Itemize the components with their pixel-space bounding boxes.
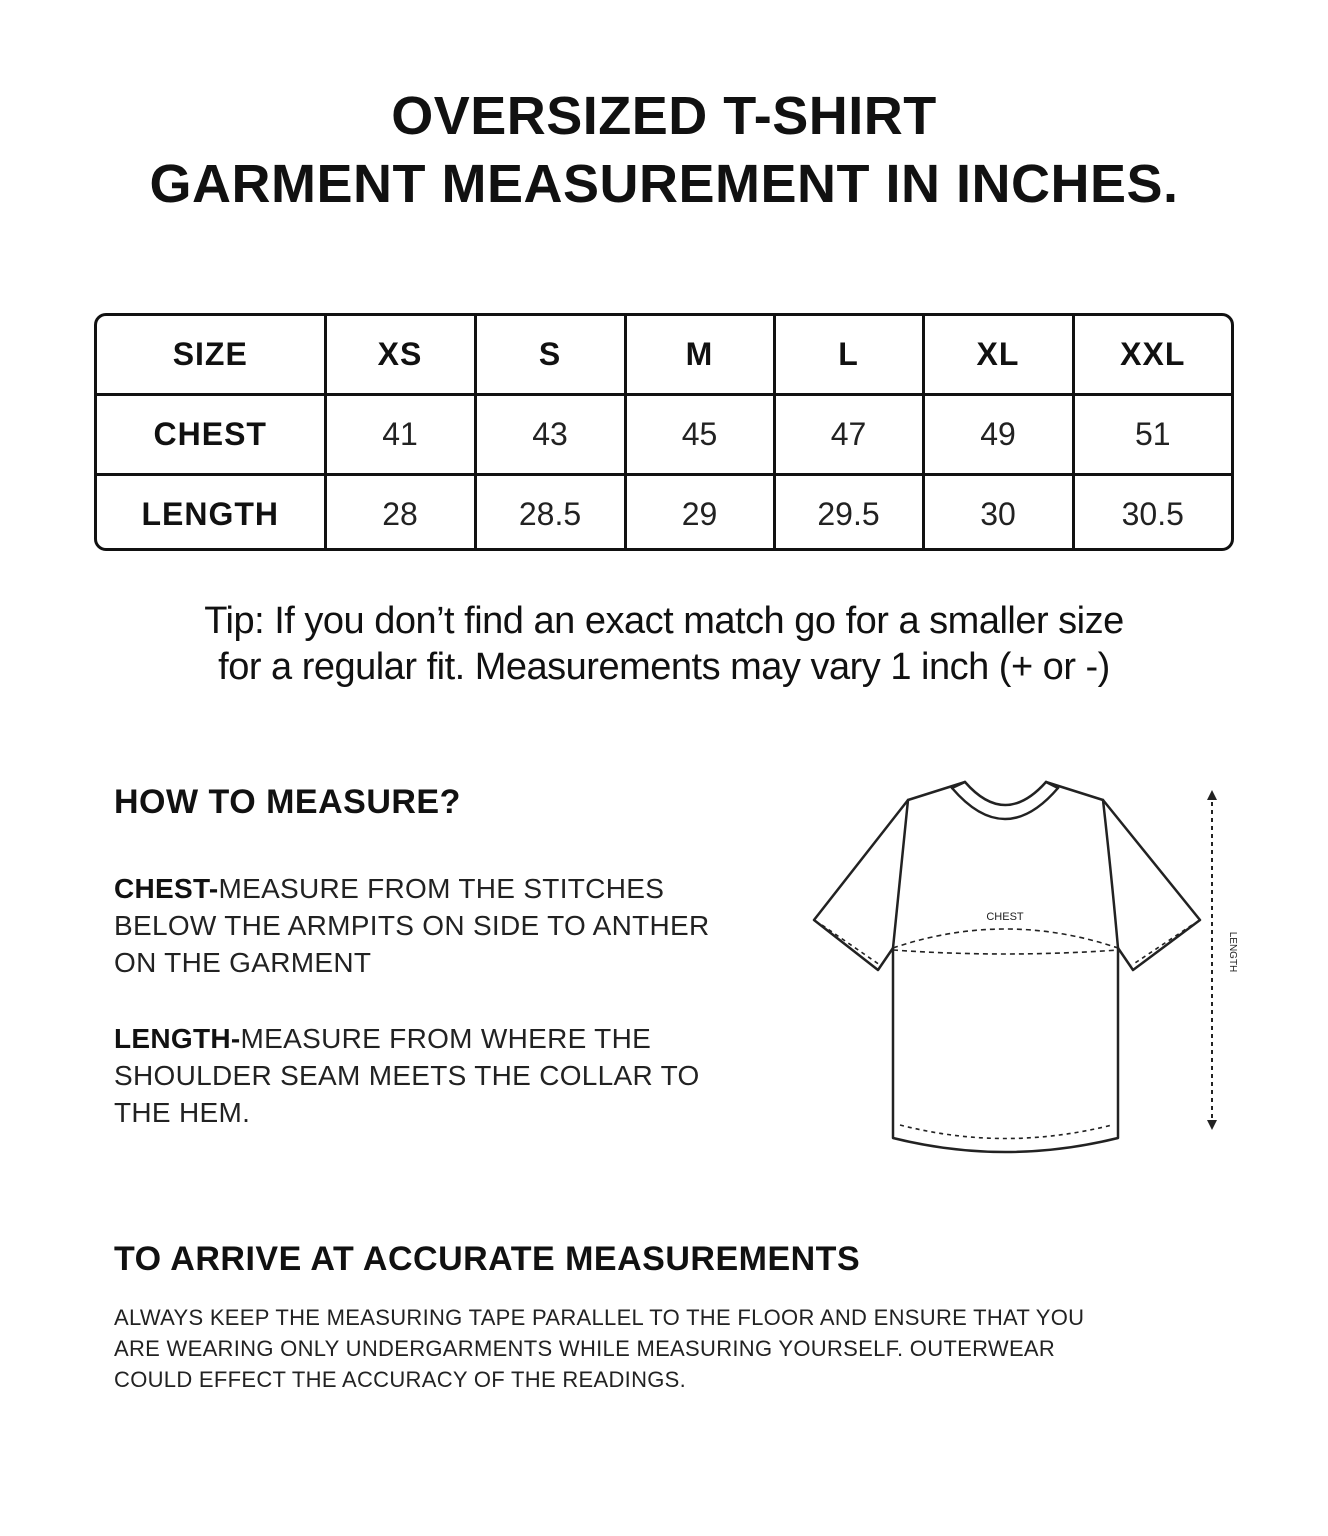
arrow-down-icon [1207,1120,1217,1130]
table-cell: 43 [475,395,625,475]
length-instruction [114,1020,734,1131]
title-line-1: OVERSIZED T-SHIRT [391,86,937,146]
table-cell: 47 [774,395,923,475]
diagram-chest-label: CHEST [986,911,1024,923]
chest-instruction-label: CHEST- [114,873,219,904]
table-cell: 29 [625,475,774,552]
table-cell: 30 [923,475,1073,552]
table-cell: 28 [325,475,475,552]
table-cell: 29.5 [774,475,923,552]
length-instruction-label: LENGTH- [114,1023,241,1054]
table-cell: 30.5 [1073,475,1231,552]
header-cell-l: L [774,316,923,395]
length-instruction-text: MEASURE FROM WHERE THE SHOULDER SEAM MEETS THE COLLAR TO THE HEM. [114,1023,700,1128]
tip-line-1: If you don’t find an exact match go for a smaller size [264,600,1124,642]
header-cell-xxl: XXL [1073,316,1231,395]
header-cell-xs: XS [325,316,475,395]
chest-instruction [114,870,734,981]
table-header-row [97,316,1231,395]
accurate-measurements-heading: TO ARRIVE AT ACCURATE MEASUREMENTS [114,1240,861,1278]
page-title [0,82,1328,218]
tip-label: Tip: [204,600,265,642]
fit-tip [0,598,1328,690]
header-cell-size: SIZE [97,316,325,395]
size-chart-table [94,313,1234,551]
header-cell-s: S [475,316,625,395]
chest-instruction-text: MEASURE FROM THE STITCHES BELOW THE ARMPITS ON SIDE TO ANTHER ON THE GARMENT [114,873,710,978]
table-cell: 49 [923,395,1073,475]
table-row-length [97,475,1231,552]
title-line-2: GARMENT MEASUREMENT IN INCHES. [149,154,1179,214]
row-label-length: LENGTH [97,475,325,552]
header-cell-m: M [625,316,774,395]
table-cell: 51 [1073,395,1231,475]
table-cell: 45 [625,395,774,475]
header-cell-xl: XL [923,316,1073,395]
table-row-chest [97,395,1231,475]
table-cell: 41 [325,395,475,475]
row-label-chest: CHEST [97,395,325,475]
tshirt-diagram [800,770,1250,1170]
tip-line-2: for a regular fit. Measurements may vary 1 inch (+ or -) [218,646,1110,688]
how-to-measure-heading: HOW TO MEASURE? [114,783,461,821]
table-cell: 28.5 [475,475,625,552]
tshirt-collar [965,782,1046,805]
arrow-up-icon [1207,790,1217,800]
accurate-measurements-text: ALWAYS KEEP THE MEASURING TAPE PARALLEL TO THE FLOOR AND ENSURE THAT YOU ARE WEARING ONLY UNDERGARMENTS WHILE MEASURING YOURSELF. OUTERWEAR COULD EFFECT THE ACCURACY OF THE READINGS. [114,1305,1085,1392]
diagram-length-label: LENGTH [1227,931,1238,973]
chest-measure-line [893,929,1118,954]
tshirt-outline [814,782,1200,1152]
